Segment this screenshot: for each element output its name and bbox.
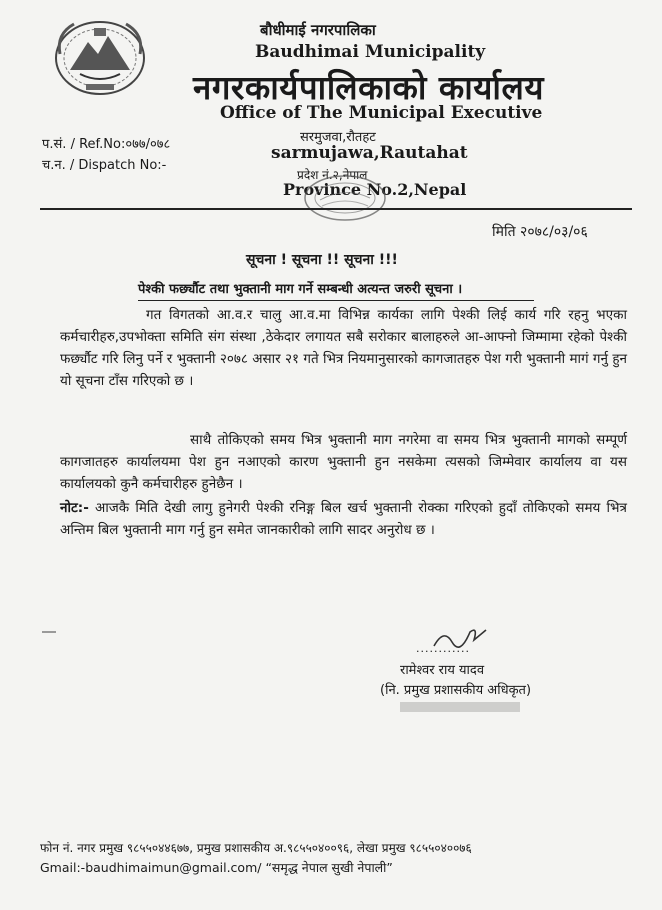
office-title-english: Office of The Municipal Executive [220,103,543,123]
body-paragraph-2: साथै तोकिएको समय भित्र भुक्तानी माग नगरेमा वा समय भित्र भुक्तानी मागको सम्पूर्ण कागजातहरु कार्यालयमा पेश हुन नआएको कारण भुक्तानी हुन नसकेमा त्यसको जिम्मेवार कार्यालय वा यस कार्यालयको कुनै कर्मचारीहरु हुनेछैन । [60,432,627,492]
province-english: Province No.2,Nepal [283,180,467,199]
note-paragraph [60,497,627,541]
signatory-name: रामेश्वर राय यादव [400,663,485,678]
header-divider [40,208,632,210]
dispatch-number: च.न. / Dispatch No:- [42,158,167,173]
subject-underline [138,300,534,301]
footer-email-slogan: Gmail:-baudhimaimun@gmail.com/ “समृद्ध नेपाल सुखी नेपाली” [40,860,393,875]
address-nepali: सरमुजवा,रौतहट [300,130,376,145]
letter-date: मिति २०७८/०३/०६ [492,224,588,240]
footer-phone-numbers: फोन नं. नगर प्रमुख ९८५५०४४६७७, प्रमुख प्रशासकीय अ.९८५५०४००९६, लेखा प्रमुख ९८५५०४००७६ [40,841,472,855]
address-english: sarmujawa,Rautahat [271,143,468,163]
notice-subject: पेश्की फर्छ्यौट तथा भुक्तानी माग गर्ने सम्बन्धी अत्यन्त जरुरी सूचना । [138,282,463,297]
body-paragraph-1: गत विगतको आ.व.र चालु आ.व.मा विभिन्न कार्यका लागि पेश्की लिई कार्य गरि रहनु भएका कर्मचारीहरु,उपभोक्ता समिति संग संस्था ,ठेकेदार लगायत सबै सरोकार बालाहरुले आ-आफ्नो जिम्मामा रहेको पेश्की फर्छ्यौट गरि लिनु पर्ने र भुक्तानी २०७८ असार २१ गते भित्र नियमानुसारको कागजातहरु पेश गरी भुक्तानी मागं गर्नु हुन यो सूचना टाँस गरिएको छ । [60,307,627,389]
signature-dots: ............ [416,642,470,655]
signature-stamp-icon [380,700,530,714]
municipality-name-english: Baudhimai Municipality [255,42,486,62]
office-stamp-icon [300,168,390,223]
reference-number: प.सं. / Ref.No:०७७/०७८ [42,137,171,152]
signature-block [370,618,570,718]
government-emblem-icon [50,14,150,98]
province-nepali: प्रदेश नं.२,नेपाल [297,168,368,182]
note-label: नोट:- [60,500,89,516]
signatory-title: (नि. प्रमुख प्रशासकीय अधिकृत) [380,683,532,698]
municipality-name-nepali: बौधीमाई नगरपालिका [260,21,376,39]
notice-heading: सूचना ! सूचना !! सूचना !!! [246,252,398,268]
note-text: आजकै मिति देखी लागु हुनेगरी पेश्की रनिङ्ग बिल खर्च भुक्तानी रोक्का गरिएको हुदाँ तोकिएको समय भित्र अन्तिम बिल भुक्तानी माग गर्नु हुन समेत जानकारीको लागि सादर अनुरोध छ । [60,500,627,538]
margin-mark [42,631,56,633]
office-title-nepali: नगरकार्यपालिकाको कार्यालय [193,68,544,107]
